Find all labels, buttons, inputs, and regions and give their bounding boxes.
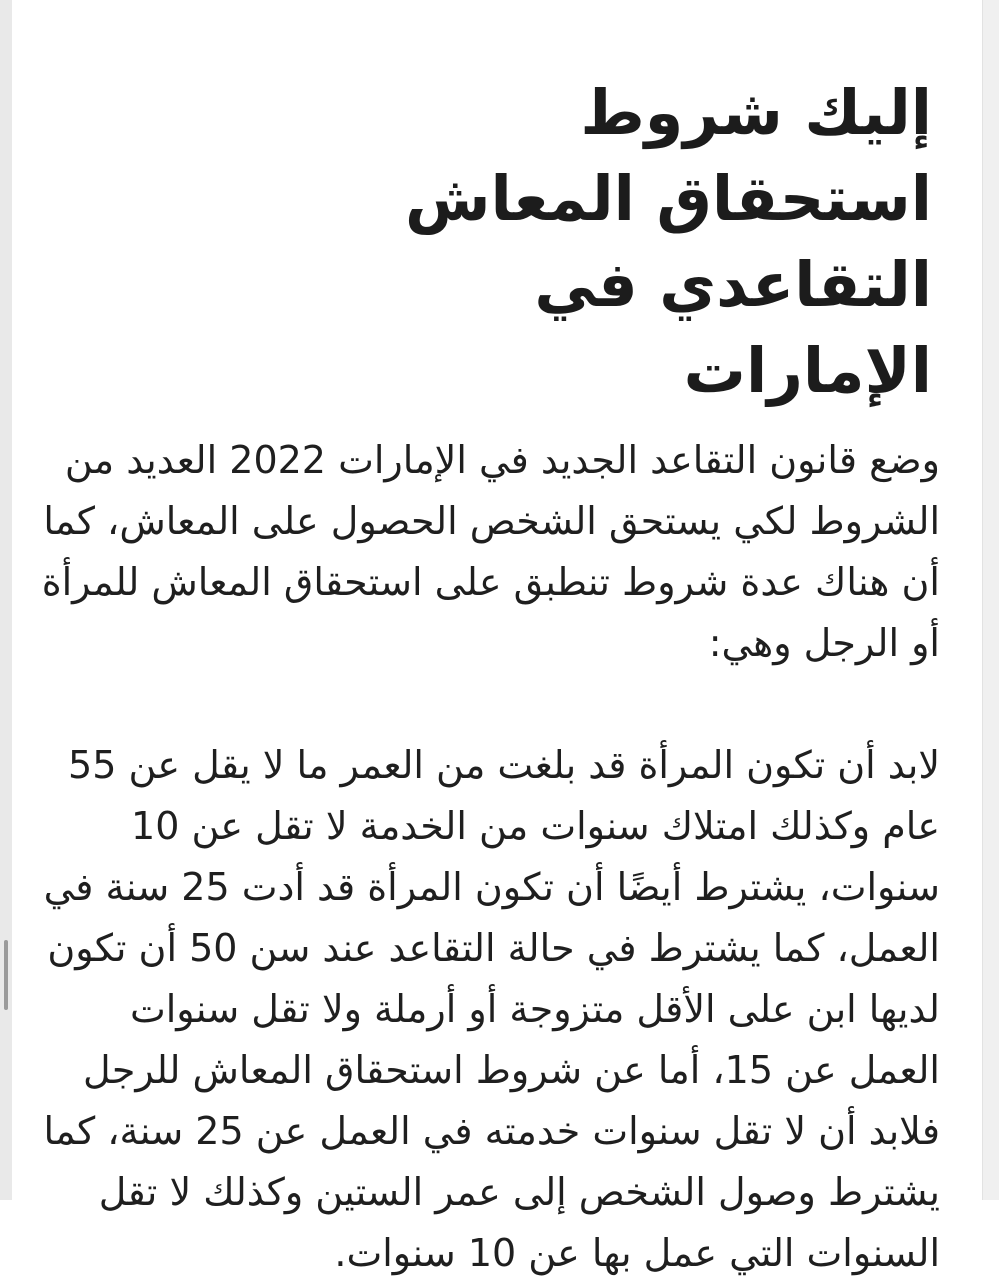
intro-paragraph: وضع قانون التقاعد الجديد في الإمارات 2022 العديد من الشروط لكي يستحق الشخص الحصول على المعاش، كما أن هناك عدة شروط تنطبق على استحقاق المعاش للمرأة أو الرجل وهي: — [41, 438, 940, 665]
scrollbar-thumb[interactable] — [4, 940, 8, 1010]
article-title: إليك شروط استحقاق المعاش التقاعدي في الإمارات — [404, 76, 932, 407]
conditions-paragraph: لابد أن تكون المرأة قد بلغت من العمر ما لا يقل عن 55 عام وكذلك امتلاك سنوات من الخدمة لا تقل عن 10 سنوات، يشترط أيضًا أن تكون المرأة قد أدت 25 سنة في العمل، كما يشترط في حالة التقاعد عند سن 50 أن تكون لديها ابن على الأقل متزوجة أو أرملة ولا تقل سنوات العمل عن 15، أما عن شروط استحقاق المعاش للرجل فلابد أن لا تقل سنوات خدمته في العمل عن 25 سنة، كما يشترط وصول الشخص إلى عمر الستين وكذلك لا تقل السنوات التي عمل بها عن 10 سنوات. — [43, 743, 940, 1275]
right-margin-strip — [982, 0, 999, 1200]
article-body — [40, 70, 940, 1284]
left-margin-strip — [0, 0, 12, 1200]
